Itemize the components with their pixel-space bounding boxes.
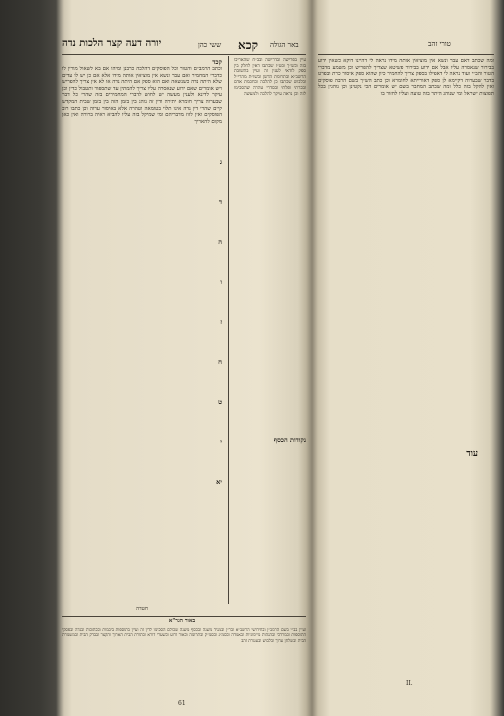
header-rule	[62, 54, 306, 55]
right-bottom-mark: II.	[406, 680, 413, 687]
header-title: יורה דעה קצר הלכות נדה	[62, 38, 162, 49]
main-text-column	[62, 66, 222, 601]
page-number: 61	[178, 700, 186, 707]
section-marker: ו	[220, 278, 222, 286]
sidebar-text: עיין בפרישה ובדרישה ובב״ח שהאריכו בזה ובש״ך ובט״ז שכתבו דאין לחלק בין ספק לודאי לענין זה ועיין בתשובת הרשב״א ובתרומת הדשן ובשו״ת מהרי״ל ובלבוש שכתבו כן להלכה ובחכמת אדם ובכרתי ופלתי ובסדרי טהרה שהסכימו לזה וכן נראה עיקר להלכה ולמעשה	[234, 58, 306, 97]
section-marker: ט	[218, 398, 222, 406]
footnote-heading: באור הגר"א	[168, 618, 196, 624]
sidebar-heading: נקודות הכסף	[273, 436, 306, 444]
sidebar-column	[234, 58, 306, 603]
siman-label: קכד	[212, 58, 222, 66]
section-marker: ג	[219, 158, 222, 166]
footnote-text: ועיין בב״י בשם הרמב״ן ובחידושי הרשב״א ובר״ן ובמגיד משנה ובכסף משנה שכולם הסכימו לדין זה ועיין בתוספות ביבמות ובכתובות ובנדה ובפסקי התוספות ובמרדכי ובהגהות מיימוניות ובאגודה ובסמ״ג ובסמ״ק ובתרומה ובאור זרוע ובשערי דורא ובתורת הבית הארוך והקצר ובבדק הבית ובמשמרת הבית ובשלחן ערוך ובלבוש ובעטרת זהב	[62, 628, 306, 644]
right-page	[318, 8, 494, 708]
section-marker: ח	[218, 358, 222, 366]
right-header-label: טורי זהב	[428, 40, 451, 48]
header-side: באר הגולה	[270, 41, 299, 49]
bottom-label: חטדה	[136, 606, 148, 612]
section-marker: ה	[218, 238, 222, 246]
header-siman: קכא	[238, 38, 258, 52]
header-author: ששי כהן	[198, 41, 222, 49]
section-marker: יא	[216, 478, 222, 486]
section-marker: ד	[218, 198, 222, 206]
right-main-text: ומה שכתב דאם עבר ונשא אין מוציאין אותה מידו נראה לי דהיינו דוקא כשאין ידוע בבירור שנאסרה עליו אבל אם ידוע בבירור פשיטא שצריך להפריש וכן משמע מדברי הטור והב״י ועוד נראה לי דאפילו בספק צריך להחמיר כיון שהוא ספק איסור כרת ובפרט בדבר שבערוה דקיימא לן ספק דאורייתא לחומרא וכן כתב הש״ך בשם הרבה פוסקים ואין להקל בזה כלל ומה שכתב המחבר בשם יש אומרים הכי נקטינן וכן נוהגין בכל תפוצות ישראל ומי שנוהג היתר בזה טועה ועליו לחזור בו	[318, 58, 494, 97]
right-section-heading: עוד	[466, 450, 478, 459]
main-text: וכתב הרמב״ם והטור וכל הפוסקים דהלכה כרבנן ומיהו אם בא לשאול מורין לו כדברי המחמיר ואם עבר ונשא אין מוציאין אותה מידו אלא אם כן יש לו עדים שלא היתה נדה כשנשאה ואם הוא ספק אם היתה נדה או לא אין צריך להפריש ויש אומרים שאם ידוע שנאסרה עליו צריך להמתין עד שתספור ותטבול כדין וכן עיקר לדינא ולענין מעשה יש לחוש לדברי המחמירים בזה שהרי כל דבר שבערוה צריך חומרא יתירה ודין זה נוהג בין בזמן הזה בין בזמן שבית המקדש קיים שהרי דין נדה אינו תלוי בטומאה וטהרה אלא באיסור ערוה וכן כתבו רוב הפוסקים ואין לזוז מדבריהם ומי שמיקל בזה עליו להביא ראיה ברורה ואין כאן מקום להאריך	[62, 66, 222, 125]
right-main-column	[318, 58, 494, 448]
column-divider	[228, 56, 229, 604]
right-header-rule	[318, 54, 494, 55]
section-marker: י	[220, 438, 222, 446]
section-marker: ז	[220, 318, 222, 326]
left-page	[62, 8, 306, 708]
